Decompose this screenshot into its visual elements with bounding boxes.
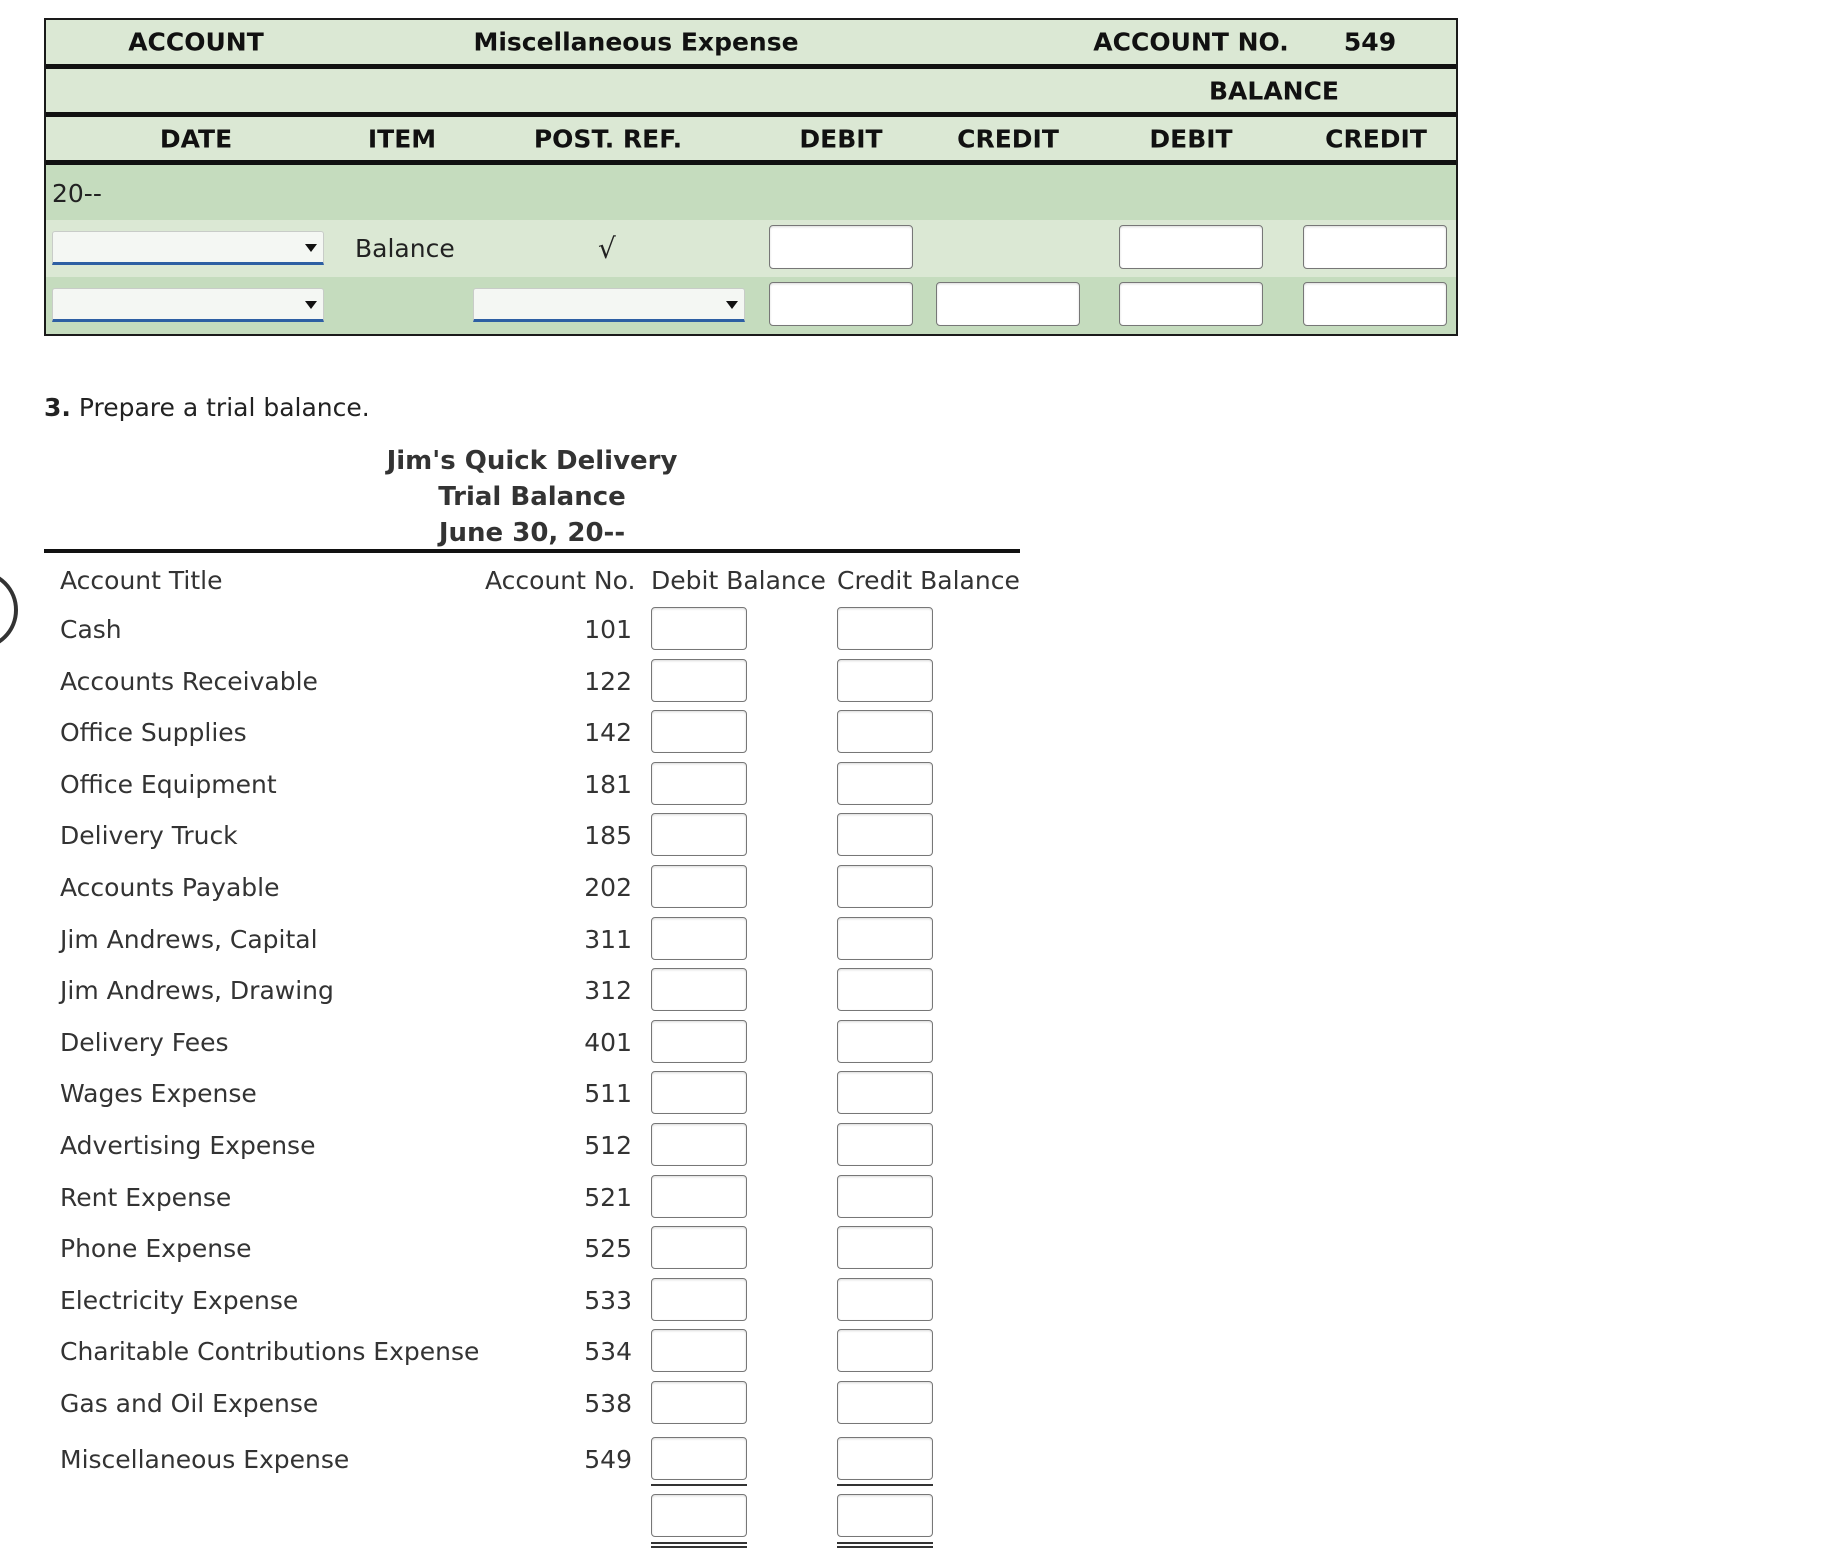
balance-credit-input[interactable] bbox=[1303, 282, 1447, 326]
credit-balance-input[interactable] bbox=[837, 865, 933, 908]
account-title: Office Equipment bbox=[60, 769, 277, 799]
ledger-column-headers bbox=[46, 117, 1456, 160]
account-label: ACCOUNT bbox=[128, 27, 264, 57]
account-title: Rent Expense bbox=[60, 1182, 232, 1212]
statement-date: June 30, 20-- bbox=[438, 518, 626, 548]
ledger-header-balance bbox=[46, 69, 1456, 112]
debit-balance-input[interactable] bbox=[651, 710, 747, 753]
credit-balance-input[interactable] bbox=[837, 1329, 933, 1372]
debit-balance-input[interactable] bbox=[651, 1175, 747, 1218]
account-number: 202 bbox=[584, 873, 632, 902]
credit-balance-input[interactable] bbox=[837, 607, 933, 650]
credit-balance-input[interactable] bbox=[837, 710, 933, 753]
ledger-row-entry bbox=[46, 277, 1456, 336]
header-account-no: Account No. bbox=[485, 566, 636, 595]
balance-credit-input[interactable] bbox=[1303, 225, 1447, 269]
account-number: 549 bbox=[584, 1444, 632, 1474]
debit-balance-input[interactable] bbox=[651, 659, 747, 702]
ledger-year-row bbox=[46, 165, 1456, 220]
total-debit-input[interactable] bbox=[651, 1494, 747, 1537]
debit-balance-input[interactable] bbox=[651, 1123, 747, 1166]
account-title: Phone Expense bbox=[60, 1234, 252, 1264]
credit-balance-input[interactable] bbox=[837, 1020, 933, 1063]
company-name: Jim's Quick Delivery bbox=[386, 446, 678, 476]
total-credit-input[interactable] bbox=[837, 1494, 933, 1537]
col-balance-credit: CREDIT bbox=[1325, 124, 1427, 153]
credit-balance-input[interactable] bbox=[837, 917, 933, 960]
chevron-down-icon bbox=[305, 301, 317, 309]
account-title: Gas and Oil Expense bbox=[60, 1389, 319, 1418]
account-number: 525 bbox=[584, 1234, 632, 1264]
credit-balance-input[interactable] bbox=[837, 1381, 933, 1424]
total-double-underline bbox=[837, 1542, 933, 1548]
post-ref-select[interactable] bbox=[473, 288, 745, 322]
ledger-row-balance bbox=[46, 220, 1456, 277]
debit-balance-input[interactable] bbox=[651, 1437, 747, 1480]
ledger-header-account bbox=[46, 20, 1456, 64]
account-title: Electricity Expense bbox=[60, 1285, 299, 1315]
account-number: 101 bbox=[584, 615, 632, 644]
chevron-down-icon bbox=[726, 301, 738, 309]
col-balance-debit: DEBIT bbox=[1149, 124, 1233, 153]
heading-rule bbox=[44, 549, 1020, 553]
debit-balance-input[interactable] bbox=[651, 813, 747, 856]
date-select[interactable] bbox=[52, 288, 324, 322]
account-name: Miscellaneous Expense bbox=[473, 27, 799, 57]
account-number: 538 bbox=[584, 1389, 632, 1418]
credit-balance-input[interactable] bbox=[837, 968, 933, 1011]
account-number: 142 bbox=[584, 718, 632, 748]
account-number: 401 bbox=[584, 1027, 632, 1057]
account-number: 511 bbox=[584, 1079, 632, 1109]
general-ledger-account bbox=[44, 18, 1458, 336]
account-no: 549 bbox=[1343, 27, 1397, 57]
instruction bbox=[44, 393, 370, 422]
col-credit: CREDIT bbox=[957, 124, 1059, 153]
account-title: Office Supplies bbox=[60, 718, 247, 748]
account-title: Jim Andrews, Capital bbox=[60, 924, 318, 954]
col-debit: DEBIT bbox=[799, 124, 883, 153]
debit-balance-input[interactable] bbox=[651, 1226, 747, 1269]
balance-debit-input[interactable] bbox=[1119, 225, 1263, 269]
debit-balance-input[interactable] bbox=[651, 968, 747, 1011]
account-number: 311 bbox=[584, 924, 632, 954]
debit-balance-input[interactable] bbox=[651, 1278, 747, 1321]
debit-balance-input[interactable] bbox=[651, 917, 747, 960]
chevron-down-icon bbox=[305, 244, 317, 252]
debit-balance-input[interactable] bbox=[651, 1071, 747, 1114]
header-account-title: Account Title bbox=[60, 566, 223, 595]
credit-balance-input[interactable] bbox=[837, 1437, 933, 1480]
account-title: Delivery Fees bbox=[60, 1027, 229, 1057]
debit-balance-input[interactable] bbox=[651, 607, 747, 650]
col-item: ITEM bbox=[367, 124, 437, 153]
debit-balance-input[interactable] bbox=[651, 1020, 747, 1063]
account-number: 181 bbox=[584, 769, 632, 799]
total-double-underline bbox=[651, 1542, 747, 1548]
year-label: 20-- bbox=[52, 179, 102, 208]
debit-balance-input[interactable] bbox=[651, 865, 747, 908]
account-title: Wages Expense bbox=[60, 1079, 257, 1109]
statement-title: Trial Balance bbox=[438, 482, 626, 512]
credit-balance-input[interactable] bbox=[837, 1278, 933, 1321]
debit-balance-input[interactable] bbox=[651, 1329, 747, 1372]
credit-balance-input[interactable] bbox=[837, 1226, 933, 1269]
account-title: Cash bbox=[60, 615, 122, 644]
account-number: 185 bbox=[584, 821, 632, 851]
debit-balance-input[interactable] bbox=[651, 762, 747, 805]
account-no-label: ACCOUNT NO. bbox=[1093, 27, 1289, 57]
debit-input[interactable] bbox=[769, 225, 913, 269]
item-balance: Balance bbox=[355, 234, 455, 263]
sum-underline bbox=[651, 1484, 747, 1486]
account-number: 533 bbox=[584, 1285, 632, 1315]
account-title: Delivery Truck bbox=[60, 821, 238, 851]
instruction-text: Prepare a trial balance. bbox=[78, 393, 370, 422]
credit-balance-input[interactable] bbox=[837, 659, 933, 702]
account-number: 534 bbox=[584, 1337, 632, 1367]
credit-balance-input[interactable] bbox=[837, 813, 933, 856]
instruction-number: 3. bbox=[44, 393, 71, 422]
credit-balance-input[interactable] bbox=[837, 1123, 933, 1166]
debit-balance-input[interactable] bbox=[651, 1381, 747, 1424]
account-number: 312 bbox=[584, 976, 632, 1006]
account-number: 122 bbox=[584, 666, 632, 696]
checkmark-icon: √ bbox=[598, 232, 616, 265]
header-debit-balance: Debit Balance bbox=[651, 566, 826, 595]
credit-balance-input[interactable] bbox=[837, 1071, 933, 1114]
credit-balance-input[interactable] bbox=[837, 762, 933, 805]
header-credit-balance: Credit Balance bbox=[837, 566, 1020, 595]
credit-input[interactable] bbox=[936, 282, 1080, 326]
debit-input[interactable] bbox=[769, 282, 913, 326]
account-title: Miscellaneous Expense bbox=[60, 1444, 350, 1474]
account-number: 521 bbox=[584, 1182, 632, 1212]
partial-circle-icon bbox=[0, 570, 18, 650]
credit-balance-input[interactable] bbox=[837, 1175, 933, 1218]
account-title: Accounts Receivable bbox=[60, 666, 318, 696]
col-post-ref: POST. REF. bbox=[533, 124, 683, 153]
balance-debit-input[interactable] bbox=[1119, 282, 1263, 326]
col-date: DATE bbox=[159, 124, 233, 153]
account-title: Accounts Payable bbox=[60, 873, 280, 902]
date-select[interactable] bbox=[52, 231, 324, 265]
sum-underline bbox=[837, 1484, 933, 1486]
balance-label: BALANCE bbox=[1208, 76, 1340, 105]
account-title: Charitable Contributions Expense bbox=[60, 1337, 480, 1367]
account-title: Advertising Expense bbox=[60, 1131, 316, 1160]
account-number: 512 bbox=[584, 1131, 632, 1160]
account-title: Jim Andrews, Drawing bbox=[60, 976, 334, 1006]
